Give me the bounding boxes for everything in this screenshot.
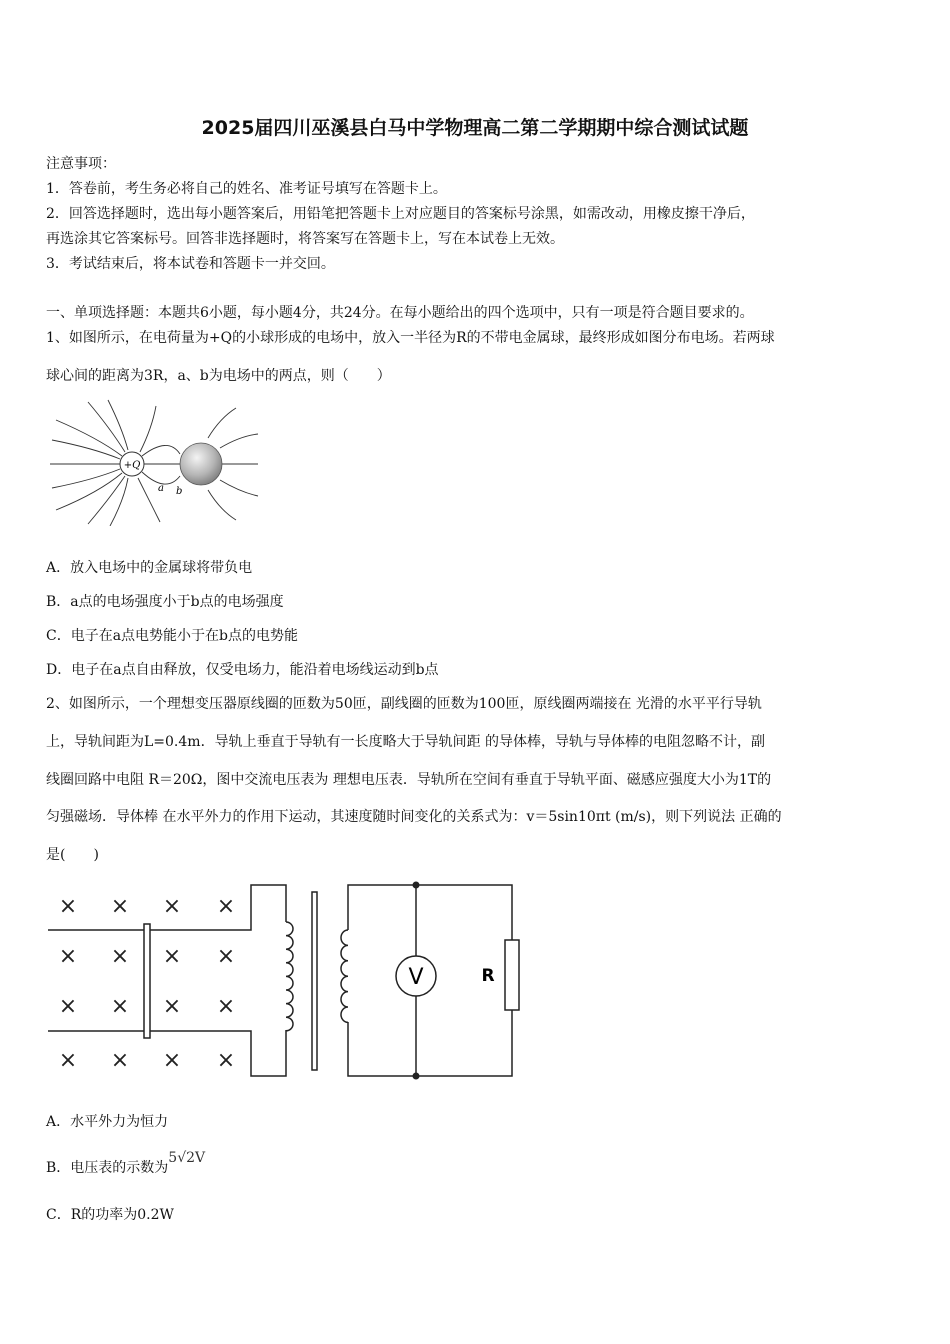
field-mark: ×	[110, 894, 130, 919]
page-title: 2025届四川巫溪县白马中学物理高二第二学期期中综合测试试题	[201, 117, 749, 139]
question-2-stem: 线圈回路中电阻 R＝20Ω，图中交流电压表为 理想电压表．导轨所在空间有垂直于导轨平面、磁感应强度大小为1T的	[46, 772, 772, 788]
notice-item: 再选涂其它答案标号。回答非选择题时，将答案写在答题卡上，写在本试卷上无效。	[46, 231, 564, 247]
field-mark: ×	[162, 894, 182, 919]
notice-item: 3．考试结束后，将本试卷和答题卡一并交回。	[46, 256, 335, 272]
option-d: D．电子在a点自由释放，仅受电场力，能沿着电场线运动到b点	[46, 662, 439, 678]
option-b	[46, 1150, 206, 1177]
option-c: C．R的功率为0.2W	[46, 1207, 174, 1223]
field-mark: ×	[110, 944, 130, 969]
field-mark: ×	[162, 994, 182, 1019]
field-mark: ×	[110, 1048, 130, 1073]
option-a: A．水平外力为恒力	[46, 1114, 169, 1130]
point-a-label: a	[158, 483, 164, 494]
voltage-value: 5√2V	[168, 1150, 206, 1166]
resistor-label: R	[481, 966, 495, 986]
notice-item: 1．答卷前，考生务必将自己的姓名、准考证号填写在答题卡上。	[46, 181, 447, 197]
field-mark: ×	[58, 994, 78, 1019]
conductor-rod	[144, 924, 150, 1038]
field-mark: ×	[58, 894, 78, 919]
section-heading: 一、单项选择题：本题共6小题，每小题4分，共24分。在每小题给出的四个选项中，只有一项是符合题目要求的。	[46, 305, 754, 321]
question-2-stem: 2、如图所示，一个理想变压器原线圈的匝数为50匝，副线圈的匝数为100匝，原线圈两端接在 光滑的水平平行导轨	[46, 696, 762, 712]
voltmeter-label: V	[408, 965, 424, 990]
field-mark: ×	[110, 994, 130, 1019]
field-mark: ×	[216, 944, 236, 969]
option-c: C．电子在a点电势能小于在b点的电势能	[46, 628, 299, 644]
question-2-stem: 匀强磁场．导体棒 在水平外力的作用下运动，其速度随时间变化的关系式为：v＝5sin10πt (m/s)，则下列说法 正确的	[46, 809, 782, 825]
question-1-stem: 1、如图所示，在电荷量为+Q的小球形成的电场中，放入一半径为R的不带电金属球，最终形成如图分布电场。若两球	[46, 330, 775, 346]
field-mark: ×	[216, 1048, 236, 1073]
junction-dot	[413, 882, 420, 889]
option-a: A．放入电场中的金属球将带负电	[46, 560, 253, 576]
field-mark: ×	[58, 1048, 78, 1073]
field-mark: ×	[216, 994, 236, 1019]
field-mark: ×	[216, 894, 236, 919]
charge-label: +Q	[123, 460, 141, 471]
question-1-stem: 球心间的距离为3R，a、b为电场中的两点，则（ ）	[46, 368, 391, 384]
question-2-stem: 上，导轨间距为L=0.4m．导轨上垂直于导轨有一长度略大于导轨间距 的导体棒，导轨与导体棒的电阻忽略不计，副	[46, 734, 766, 750]
resistor	[505, 940, 519, 1010]
option-b: B．a点的电场强度小于b点的电场强度	[46, 594, 284, 610]
field-mark: ×	[162, 944, 182, 969]
question-2-stem: 是( )	[46, 847, 99, 863]
transformer-circuit-figure	[46, 880, 521, 1080]
field-mark: ×	[162, 1048, 182, 1073]
point-b-label: b	[176, 486, 183, 497]
field-mark: ×	[58, 944, 78, 969]
electric-field-figure	[48, 398, 260, 526]
notice-heading: 注意事项：	[46, 156, 116, 172]
notice-item: 2．回答选择题时，选出每小题答案后，用铅笔把答题卡上对应题目的答案标号涂黑，如需改动，用橡皮擦干净后，	[46, 206, 755, 222]
metal-ball	[180, 443, 222, 485]
option-b-text: B．电压表的示数为	[46, 1160, 169, 1176]
junction-dot	[413, 1073, 420, 1080]
